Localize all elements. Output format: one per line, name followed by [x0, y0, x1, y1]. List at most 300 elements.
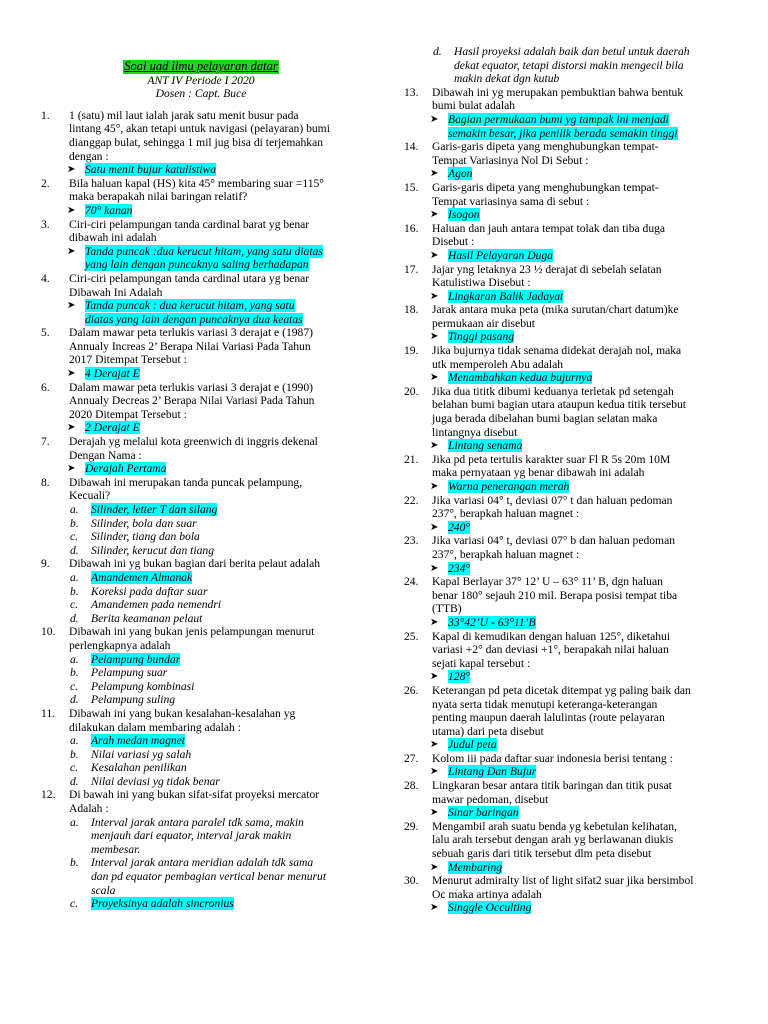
question-item — [404, 752, 734, 766]
right-column — [404, 45, 734, 915]
option-text: Amandemen pada nemendri — [91, 598, 222, 612]
option-text-line — [454, 45, 734, 59]
question-item — [41, 109, 361, 163]
option-letter: a. — [70, 734, 79, 748]
answer-option — [41, 653, 361, 667]
arrow-bullet-icon: ➤ — [430, 440, 439, 452]
option-text-line — [91, 517, 361, 531]
option-letter: a. — [70, 503, 79, 516]
answer-line — [85, 367, 361, 381]
arrow-bullet-icon: ➤ — [430, 168, 439, 180]
option-text-line — [91, 856, 361, 870]
answer-line — [448, 765, 734, 779]
question-text-line: dilakukan dalam membaring adalah : — [69, 720, 241, 734]
question-text-line: Adalah : — [69, 802, 109, 816]
question-item — [404, 140, 734, 167]
answer-item — [404, 167, 734, 181]
arrow-bullet-icon: ➤ — [430, 861, 439, 873]
answer-option — [41, 761, 361, 775]
question-number: 17. — [404, 262, 419, 276]
document-subtitle: ANT IV Periode I 2020 — [147, 73, 255, 87]
option-text: Nilai deviasi yg tidak benar — [91, 774, 220, 788]
option-text: Silinder, bola dan suar — [91, 516, 197, 530]
answer-text: diatas yang lain dengan puncaknya dua keatas — [85, 312, 303, 326]
question-number: 6. — [41, 380, 50, 394]
option-letter: a. — [70, 570, 79, 584]
answer-option — [404, 45, 734, 86]
option-text-line — [91, 666, 361, 680]
question-number: 3. — [41, 217, 50, 231]
answer-text: Hasil Pelayaran Duga — [448, 248, 553, 262]
option-text-line — [91, 544, 361, 558]
arrow-bullet-icon: ➤ — [67, 164, 76, 176]
question-text-line: (TTB) — [432, 602, 462, 616]
answer-option — [41, 517, 361, 531]
question-text-line: Jika pd peta tertulis karakter suar Fl R 5s 20m 10M — [432, 452, 671, 466]
question-text-line: Katulistiwa Disebut : — [432, 276, 531, 290]
answer-item — [404, 330, 734, 344]
answer-option — [41, 856, 361, 897]
question-text-line: maka pernyataan yg benar dibawah ini adalah — [432, 466, 645, 480]
question-number: 5. — [41, 326, 50, 340]
question-number: 29. — [404, 819, 419, 833]
question-text-line: Keterangan pd peta dicetak ditempat yg paling baik dan — [432, 683, 691, 697]
question-text-line: lalu arah tersebut dengan arah yg berlawanan diukis — [432, 833, 674, 847]
question-text-line: Kecuali? — [69, 489, 111, 503]
option-letter: d. — [70, 774, 79, 788]
question-number: 30. — [404, 874, 419, 888]
answer-item — [41, 299, 361, 326]
question-number: 1. — [41, 108, 50, 122]
option-text: Koreksi pada daftar suar — [91, 584, 208, 598]
question-number: 28. — [404, 779, 419, 793]
question-text-line: Dibawah ini yg bukan bagian dari berita pelaut adalah — [69, 557, 321, 571]
question-text-line: Jika bujurnya tidak senama didekat derajah nol, maka — [432, 344, 682, 358]
answer-text: Derajah Pertama — [85, 462, 167, 476]
question-item — [404, 820, 734, 861]
option-text: Berita keamanan pelaut — [91, 611, 203, 625]
question-item — [404, 181, 734, 208]
question-text-line: Dalam mawar peta terlukis variasi 3 derajat e (1990) — [69, 380, 314, 394]
answer-item — [41, 163, 361, 177]
question-text-line: Tempat variasinya sama di sebut : — [432, 194, 590, 208]
option-text: Pelampung suar — [91, 666, 168, 680]
answer-item — [404, 480, 734, 494]
answer-option — [41, 897, 361, 911]
option-text: Arah medan magnet — [91, 734, 186, 748]
answer-text: Tinggi pasang — [448, 330, 515, 344]
answer-option — [41, 734, 361, 748]
question-text-line: sebuah garis dari titik tersebut dlm peta disebut — [432, 847, 652, 861]
answer-item — [41, 367, 361, 381]
question-item — [41, 177, 361, 204]
answer-item — [41, 421, 361, 435]
option-text: Pelampung suling — [91, 693, 176, 707]
question-item — [41, 707, 361, 734]
option-text-line: menjauh dari equator, interval jarak makin — [91, 829, 292, 843]
question-text-line: variasi +2° dan deviasi +1°, berapakah nilai haluan — [432, 643, 669, 657]
answer-text: 33°42’U - 63°11’B — [448, 615, 536, 629]
question-text-line: penting maupun daerah lalulintas (route pelayaran — [432, 711, 665, 725]
question-number: 24. — [404, 575, 419, 589]
answer-text: Lintang senama — [448, 439, 523, 453]
question-item — [41, 272, 361, 299]
document-title: Soal uad ilmu pelayaran datar — [124, 59, 278, 73]
option-letter: c. — [70, 598, 79, 612]
question-text-line: utama) dari peta disebut — [432, 724, 544, 738]
question-item — [404, 575, 734, 616]
answer-option — [41, 816, 361, 857]
answer-line — [85, 258, 361, 272]
question-text-line: Ciri-ciri pelampungan tanda cardinal utara yg benar — [69, 271, 310, 285]
question-number: 8. — [41, 475, 50, 489]
answer-item — [404, 208, 734, 222]
question-text-line: benar 180° sejauh 210 mil. Berapa posisi tempat tiba — [432, 588, 678, 602]
option-text: Hasil proyeksi adalah baik dan betul untuk daerah — [454, 45, 690, 58]
arrow-bullet-icon: ➤ — [67, 300, 76, 312]
option-text: Interval jarak antara paralel tdk sama, makin — [91, 815, 304, 829]
document-header — [41, 60, 361, 101]
question-item — [404, 630, 734, 671]
option-letter: a. — [70, 815, 79, 829]
answer-item — [41, 462, 361, 476]
answer-option — [41, 585, 361, 599]
question-number: 18. — [404, 303, 419, 317]
arrow-bullet-icon: ➤ — [67, 463, 76, 475]
arrow-bullet-icon: ➤ — [430, 739, 439, 751]
answer-text: Judul peta — [448, 738, 497, 752]
answer-option — [41, 598, 361, 612]
option-text-line — [91, 503, 361, 517]
question-text-line: lintang 45°, akan tetapi untuk navigasi (pelayaran) bumi — [69, 122, 330, 136]
question-text-line: Garis-garis dipeta yang menghubungkan tempat- — [432, 180, 659, 194]
answer-line — [85, 299, 361, 313]
answer-option — [41, 571, 361, 585]
question-text-line: Jika variasi 04° t, deviasi 07° b dan haluan pedoman — [432, 534, 676, 548]
option-letter: c. — [70, 897, 79, 911]
answer-item — [404, 249, 734, 263]
question-item — [41, 218, 361, 245]
arrow-bullet-icon: ➤ — [430, 249, 439, 261]
answer-line — [85, 313, 361, 327]
option-text: Pelampung kombinasi — [91, 679, 195, 693]
answer-option — [41, 530, 361, 544]
answer-text: 240° — [448, 520, 471, 534]
option-text-line — [91, 816, 361, 830]
answer-text: yang lain dengan puncaknya saling berhadapan — [85, 258, 309, 272]
answer-line — [448, 439, 734, 453]
question-text-line: Derajah yg melalui kota greenwich di inggris dekenal — [69, 435, 318, 449]
question-text-line: Garis-garis dipeta yang menghubungkan tempat- — [432, 140, 659, 154]
answer-line — [448, 208, 734, 222]
question-text-line: Annualy Decreas 2’ Berapa Nilai Variasi Pada Tahun — [69, 394, 315, 408]
answer-option — [41, 666, 361, 680]
answer-line — [85, 421, 361, 435]
question-number: 14. — [404, 140, 419, 154]
question-item — [404, 534, 734, 561]
answer-line — [448, 249, 734, 263]
question-text-line: 237°, berapkah haluan magnet : — [432, 547, 580, 561]
option-text: Proyeksinya adalah sincronius — [91, 897, 234, 911]
option-text: Kesalahan penilikan — [91, 761, 187, 775]
answer-text: 70° kanan — [85, 203, 133, 217]
answer-text: Tanda puncak :dua kerucut hitam, yang satu diatas — [85, 244, 323, 258]
answer-item — [404, 439, 734, 453]
question-number: 9. — [41, 557, 50, 571]
answer-item — [404, 670, 734, 684]
question-text-line: Dibawah ini merupakan tanda puncak pelampung, — [69, 475, 303, 489]
answer-line — [448, 901, 734, 915]
option-text-line: makin dekat dgn kutub — [454, 72, 560, 86]
answer-option — [41, 503, 361, 517]
option-letter: b. — [70, 747, 79, 761]
answer-line — [448, 290, 734, 304]
question-text-line: Dibawah ini yg merupakan pembuktian bahwa bentuk — [432, 85, 684, 99]
question-number: 25. — [404, 629, 419, 643]
option-text-line — [91, 693, 361, 707]
answer-text: 128° — [448, 670, 471, 684]
arrow-bullet-icon: ➤ — [430, 807, 439, 819]
arrow-bullet-icon: ➤ — [430, 481, 439, 492]
question-text-line: lintangnya disebut — [432, 425, 518, 439]
option-text: Amandemen Almanak — [91, 570, 193, 584]
answer-text: Singgle Occulting — [448, 901, 532, 915]
arrow-bullet-icon: ➤ — [430, 671, 439, 683]
option-letter: c. — [70, 530, 79, 544]
question-text-line: bumi bulat adalah — [432, 99, 516, 113]
question-item — [404, 684, 734, 738]
question-text-line: Dengan Nama : — [69, 448, 142, 462]
answer-line — [448, 330, 734, 344]
answer-line — [448, 127, 734, 141]
answer-text: Membaring — [448, 860, 503, 874]
question-item — [41, 788, 361, 815]
answer-line — [448, 521, 734, 535]
option-text-line: membesar. — [91, 842, 141, 856]
answer-item — [404, 562, 734, 576]
option-letter: c. — [70, 679, 79, 693]
arrow-bullet-icon: ➤ — [67, 245, 76, 257]
question-text-line: dianggap bulat, sehingga 1 mil jug bisa di terjemahkan — [69, 135, 324, 149]
question-text-line: Menurut admiralty list of light sifat2 suar jika bersimbol — [432, 874, 694, 888]
answer-line — [448, 167, 734, 181]
answer-line — [448, 113, 734, 127]
question-text-line: 2020 Ditempat Tersebut : — [69, 407, 187, 421]
option-text-line — [91, 598, 361, 612]
question-text-line: belahan bumi bagian utara ataupun kedua titik tersebut — [432, 398, 687, 412]
question-text-line: Mengambil arah suatu benda yg kebetulan kelihatan, — [432, 819, 677, 833]
answer-item — [41, 245, 361, 272]
question-number: 23. — [404, 534, 419, 548]
option-text: Silinder, tiang dan bola — [91, 530, 200, 544]
question-number: 11. — [41, 706, 56, 720]
answer-item — [404, 290, 734, 304]
question-list-left — [41, 109, 361, 911]
arrow-bullet-icon: ➤ — [430, 331, 439, 343]
question-text-line: utk memperoleh Abu adalah — [432, 357, 564, 371]
answer-line — [85, 462, 361, 476]
option-text-line — [91, 761, 361, 775]
question-text-line: Dibawah ini yang bukan kesalahan-kesalahan yg — [69, 706, 296, 720]
question-item — [404, 874, 734, 901]
question-item — [41, 476, 361, 503]
option-letter: b. — [70, 666, 79, 680]
question-text-line: Di bawah ini yang bukan sifat-sifat proyeksi mercator — [69, 788, 320, 802]
option-letter: b. — [70, 516, 79, 530]
option-text-line — [91, 612, 361, 626]
option-text-line — [91, 748, 361, 762]
answer-text: Warna penerangan merah — [448, 480, 570, 493]
answer-text: Lingkaran Balik Jadayat — [448, 289, 564, 303]
question-item — [404, 86, 734, 113]
question-number: 10. — [41, 625, 56, 639]
question-number: 2. — [41, 176, 50, 190]
option-text-line — [91, 775, 361, 789]
arrow-bullet-icon: ➤ — [430, 766, 439, 778]
option-letter: a. — [70, 652, 79, 666]
option-text: Nilai variasi yg salah — [91, 747, 192, 761]
question-text-line: Jajar yng letaknya 23 ½ derajat di sebelah selatan — [432, 262, 662, 276]
question-item — [41, 326, 361, 367]
question-text-line: 237°, berapkah haluan magnet : — [432, 507, 580, 521]
arrow-bullet-icon: ➤ — [67, 422, 76, 434]
answer-line — [85, 245, 361, 259]
arrow-bullet-icon: ➤ — [430, 290, 439, 302]
question-number: 13. — [404, 85, 419, 99]
arrow-bullet-icon: ➤ — [430, 616, 439, 628]
question-text-line: Dibawah Ini Adalah — [69, 285, 163, 299]
option-letter: b. — [70, 584, 79, 598]
option-text-line — [91, 897, 361, 911]
question-number: 19. — [404, 344, 419, 358]
answer-item — [41, 204, 361, 218]
option-text-line — [91, 680, 361, 694]
answer-item — [404, 616, 734, 630]
arrow-bullet-icon: ➤ — [430, 902, 439, 914]
option-text: Silinder, letter T dan silang — [91, 503, 218, 516]
answer-item — [404, 765, 734, 779]
option-text-line — [91, 734, 361, 748]
question-number: 16. — [404, 221, 419, 235]
question-text-line: sejati kapal tersebut : — [432, 656, 531, 670]
question-number: 20. — [404, 384, 419, 398]
question-text-line: Disebut : — [432, 235, 475, 249]
option-text-line: dekat equator, tetapi distorsi makin mengecil bila — [454, 58, 684, 72]
arrow-bullet-icon: ➤ — [430, 209, 439, 221]
question-text-line: Jarak antara muka peta (mika surutan/chart datum)ke — [432, 303, 679, 317]
question-number: 27. — [404, 751, 419, 765]
arrow-bullet-icon: ➤ — [67, 368, 76, 380]
option-letter: b. — [70, 856, 79, 870]
answer-text: Tanda puncak : dua kerucut hitam, yang satu — [85, 299, 295, 313]
question-text-line: nyata serta tidak menutupi keteranga-keterangan — [432, 697, 658, 711]
question-text-line: permukaan air disebut — [432, 316, 536, 330]
question-number: 12. — [41, 788, 56, 802]
answer-text: semakin besar, jika penilik berada semakin tinggi — [448, 126, 678, 140]
option-letter: d. — [70, 611, 79, 625]
option-letter: d. — [70, 543, 79, 557]
question-text-line: Oc maka artinya adalah — [432, 887, 542, 901]
option-text-line: dan pd equator pembagian vertical benar menurut — [91, 870, 327, 884]
answer-line — [448, 616, 734, 630]
question-number: 26. — [404, 683, 419, 697]
answer-text: Agon — [448, 167, 473, 181]
option-letter: d. — [433, 45, 442, 58]
answer-item — [404, 806, 734, 820]
answer-line — [448, 480, 734, 494]
question-text-line: Jika dua tititk dibumi keduanya terletak pd setengah — [432, 384, 674, 398]
question-number: 15. — [404, 180, 419, 194]
option-text: Interval jarak antara meridian adalah tdk sama — [91, 856, 314, 870]
option-letter: d. — [70, 693, 79, 707]
question-text-line: Jika variasi 04° t, deviasi 07° t dan haluan pedoman — [432, 493, 673, 507]
question-number: 4. — [41, 271, 50, 285]
question-text-line: Kapal Berlayar 37° 12’ U – 63° 11’ B, dgn haluan — [432, 575, 663, 589]
answer-line — [448, 738, 734, 752]
answer-item — [404, 113, 734, 140]
question-text-line: Dibawah ini yang bukan jenis pelampungan menurut — [69, 625, 315, 639]
option-text-line — [91, 530, 361, 544]
question-text-line: juga berada dibelahan bumi bagian selatan maka — [432, 412, 658, 426]
question-text-line: 2017 Ditempat Tersebut : — [69, 353, 187, 367]
answer-item — [404, 521, 734, 535]
answer-line — [448, 562, 734, 576]
arrow-bullet-icon: ➤ — [430, 562, 439, 574]
question-item — [404, 494, 734, 521]
answer-item — [404, 861, 734, 875]
question-item — [404, 344, 734, 371]
answer-text: 234° — [448, 561, 471, 575]
answer-line — [448, 670, 734, 684]
question-item — [41, 435, 361, 462]
option-text-line — [91, 585, 361, 599]
arrow-bullet-icon: ➤ — [430, 113, 439, 125]
answer-text: Isogon — [448, 208, 480, 222]
option-text-line — [91, 653, 361, 667]
left-column — [41, 60, 361, 911]
question-text-line: Annualy Increas 2’ Berapa Nilai Variasi Pada Tahun — [69, 339, 311, 353]
question-item — [404, 779, 734, 806]
answer-option — [41, 612, 361, 626]
answer-line — [448, 861, 734, 875]
question-text-line: Dalam mawar peta terlukis variasi 3 derajat e (1987) — [69, 326, 314, 340]
answer-line — [448, 371, 734, 385]
answer-text: Menambahkan kedua bujurnya — [448, 371, 593, 385]
answer-option — [41, 693, 361, 707]
arrow-bullet-icon: ➤ — [430, 372, 439, 384]
question-text-line: mawar pedoman, disebut — [432, 792, 549, 806]
question-text-line: maka berapakah nilai baringan relatif? — [69, 190, 248, 204]
answer-option — [41, 544, 361, 558]
answer-text: 4 Derajat E — [85, 367, 140, 381]
question-number: 22. — [404, 493, 419, 507]
arrow-bullet-icon: ➤ — [430, 521, 439, 533]
question-item — [404, 385, 734, 439]
answer-option — [41, 775, 361, 789]
question-text-line: Lingkaran besar antara titik baringan dan titik pusat — [432, 779, 672, 793]
question-list-right — [404, 45, 734, 915]
question-text-line: 1 (satu) mil laut ialah jarak satu menit busur pada — [69, 108, 299, 122]
question-text-line: perlengkapnya adalah — [69, 638, 171, 652]
question-item — [41, 625, 361, 652]
answer-text: Sinar baringan — [448, 806, 519, 820]
option-text-line: scala — [91, 883, 116, 897]
question-number: 7. — [41, 435, 50, 449]
question-item — [404, 303, 734, 330]
question-text-line: Kapal di kemudikan dengan haluan 125°, diketahui — [432, 629, 671, 643]
question-item — [41, 381, 361, 422]
question-text-line: Haluan dan jauh antara tempat tolak dan tiba duga — [432, 221, 666, 235]
